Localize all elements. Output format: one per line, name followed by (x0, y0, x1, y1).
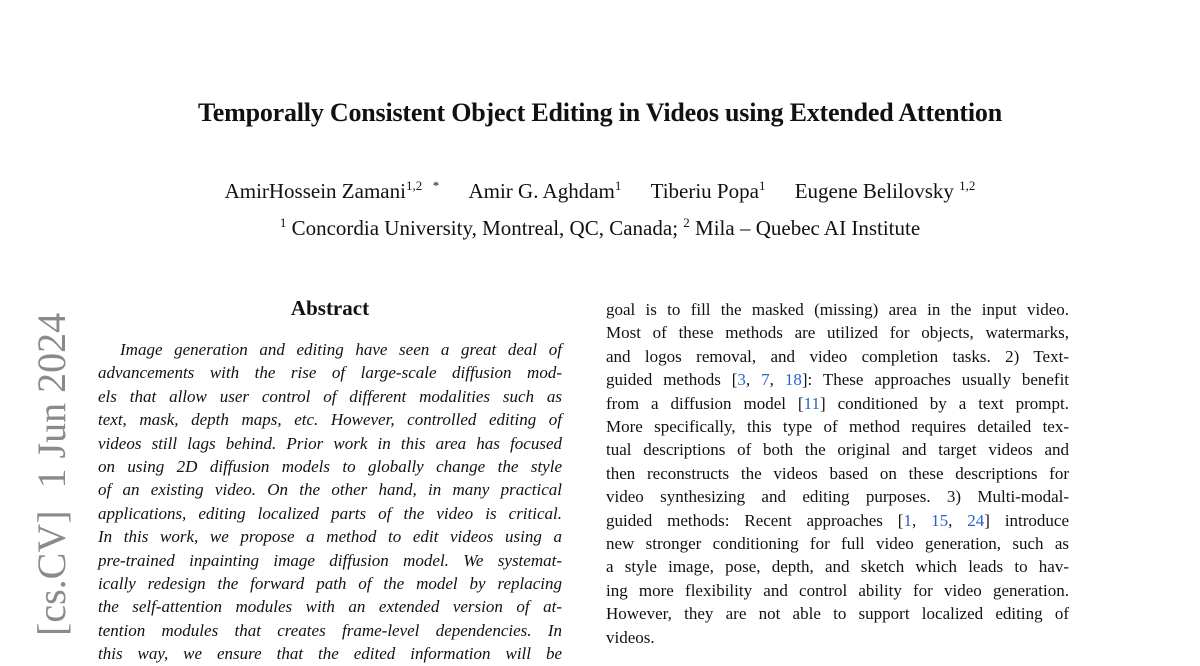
body-line: videos. (606, 627, 655, 647)
affil-2: Mila – Quebec AI Institute (695, 216, 921, 240)
author-affil-sup: 1 (758, 178, 766, 193)
author-3 (651, 179, 766, 203)
body-line: ing more flexibility and control ability for video generation. (606, 580, 1069, 600)
author-2 (468, 179, 621, 203)
author-name: AmirHossein Zamani (224, 179, 406, 203)
citation-link[interactable]: 1 (903, 510, 912, 530)
affil-1: Concordia University, Montreal, QC, Canada; (291, 216, 679, 240)
abstract-line: of an existing video. On the other hand, in many practical (98, 480, 562, 500)
author-name: Eugene Belilovsky (794, 179, 954, 203)
body-line: Most of these methods are utilized for objects, watermarks, (606, 323, 1069, 343)
author-affil-sup: 1 (614, 178, 622, 193)
author-name: Amir G. Aghdam (468, 179, 615, 203)
text-run: from a diffusion model [ (606, 393, 804, 413)
text-run: , (911, 510, 932, 530)
body-line (606, 368, 1069, 391)
intro-column (606, 298, 1069, 648)
author-affil-sup: 1,2 (405, 178, 423, 193)
arxiv-category: [cs.CV] (29, 510, 74, 636)
body-line: However, they are not able to support localized editing of (606, 604, 1069, 624)
text-run: , (745, 370, 762, 390)
text-run: guided methods [ (606, 370, 738, 390)
abstract-line: tention modules that creates frame-level dependencies. In (98, 620, 562, 640)
body-line: new stronger conditioning for full video generation, such as (606, 534, 1069, 554)
abstract-line: ically redesign the forward path of the model by replacing (98, 574, 562, 594)
abstract-heading: Abstract (290, 296, 370, 320)
body-line (606, 509, 1069, 532)
body-line: goal is to fill the masked (missing) area in the input video. (606, 300, 1069, 319)
citation-link[interactable]: 18 (784, 370, 802, 390)
citation-link[interactable]: 11 (803, 393, 820, 413)
author-name: Tiberiu Popa (650, 179, 759, 203)
abstract-line: text, mask, depth maps, etc. However, controlled editing of (98, 410, 562, 430)
abstract-line: on using 2D diffusion models to globally change the style (98, 457, 562, 477)
text-run: ] introduce (984, 510, 1070, 530)
abstract-line: advancements with the rise of large-scale diffusion mod- (98, 363, 562, 383)
affil-sup: 2 (683, 215, 690, 230)
abstract-line: Image generation and editing have seen a great deal of (120, 340, 562, 359)
text-run: guided methods: Recent approaches [ (606, 510, 904, 530)
paper-title: Temporally Consistent Object Editing in Videos using Extended Attention (198, 98, 1002, 127)
abstract-line: In this work, we propose a method to edit videos using a (98, 527, 562, 547)
citation-link[interactable]: 7 (761, 370, 770, 390)
body-line (606, 392, 1069, 415)
body-line: tual descriptions of both the original and target videos and (606, 440, 1069, 460)
body-line: a style image, pose, depth, and sketch which leads to hav- (606, 557, 1069, 577)
text-run: ] conditioned by a text prompt. (819, 393, 1069, 413)
affil-sup: 1 (279, 215, 287, 230)
body-line: More specifically, this type of method requires detailed tex- (606, 417, 1069, 437)
abstract-line: this way, we ensure that the edited information will be (98, 644, 562, 664)
body-line: video synthesizing and editing purposes. 3) Multi-modal- (606, 487, 1069, 507)
citation-link[interactable]: 24 (967, 510, 985, 530)
abstract-line: videos still lags behind. Prior work in this area has focused (98, 433, 562, 453)
abstract-line: the self-attention modules with an extended version of at- (98, 597, 562, 617)
arxiv-stamp (28, 313, 75, 636)
citation-link[interactable]: 15 (931, 510, 949, 530)
author-list (0, 178, 1200, 204)
abstract-body (98, 338, 562, 664)
arxiv-date: 1 Jun 2024 (29, 312, 74, 489)
corresponding-mark: * (432, 178, 440, 193)
author-1 (225, 179, 440, 203)
abstract-line: pre-trained inpainting image diffusion model. We systemat- (98, 550, 562, 570)
text-run: ]: These approaches usually benefit (801, 370, 1070, 390)
author-affil-sup: 1,2 (959, 178, 976, 193)
abstract-line: applications, editing localized parts of the video is critical. (98, 503, 562, 523)
author-4 (795, 179, 976, 203)
affiliations (0, 215, 1200, 241)
text-run: , (769, 370, 785, 390)
abstract-line: els that allow user control of different modalities such as (98, 386, 562, 406)
text-run: , (948, 510, 968, 530)
citation-link[interactable]: 3 (737, 370, 746, 390)
body-line: then reconstructs the videos based on these descriptions for (606, 463, 1069, 483)
body-line: and logos removal, and video completion tasks. 2) Text- (606, 346, 1069, 366)
